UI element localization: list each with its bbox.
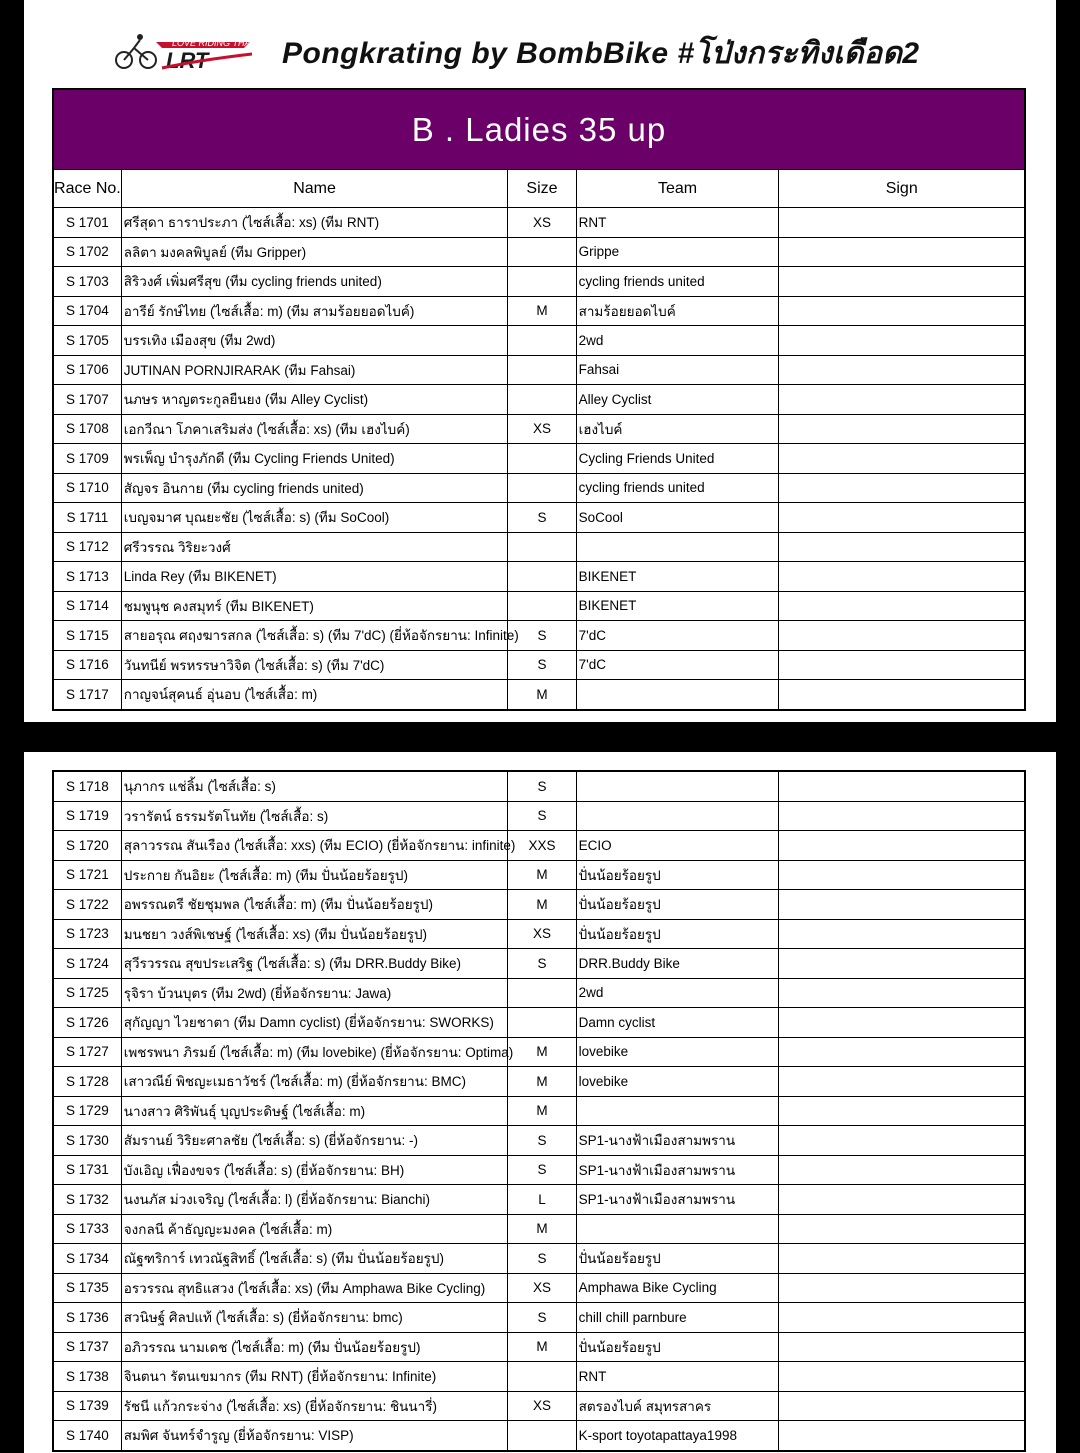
table-row	[53, 1391, 1025, 1421]
race-number: S 1715	[53, 621, 121, 651]
rider-name: JUTINAN PORNJIRARAK (ทีม Fahsai)	[121, 355, 508, 385]
signature-cell	[779, 1155, 1025, 1185]
shirt-size: XS	[508, 1273, 576, 1303]
table-row	[53, 296, 1025, 326]
rider-name: นงนภัส ม่วงเจริญ (ไซส์เสื้อ: l) (ยี่ห้อจักรยาน: Bianchi)	[121, 1185, 508, 1215]
team-name	[576, 1214, 779, 1244]
team-name: 2wd	[576, 978, 779, 1008]
lrt-logo	[110, 30, 278, 73]
table-row	[53, 1185, 1025, 1215]
rider-name: ประกาย กันอิยะ (ไซส์เสื้อ: m) (ทีม ปั่นน้อยร้อยรูป)	[121, 860, 508, 890]
shirt-size: S	[508, 801, 576, 831]
race-number: S 1719	[53, 801, 121, 831]
team-name: Fahsai	[576, 355, 779, 385]
registration-table-2	[52, 770, 1026, 1452]
shirt-size	[508, 355, 576, 385]
registration-table-1	[52, 88, 1026, 711]
document-title: Pongkrating by BombBike #โป่งกระทิงเดือด2	[282, 37, 920, 70]
race-number: S 1720	[53, 831, 121, 861]
race-number: S 1722	[53, 890, 121, 920]
rider-name: สุวีรวรรณ สุขประเสริฐ (ไซส์เสื้อ: s) (ทีม DRR.Buddy Bike)	[121, 949, 508, 979]
race-number: S 1735	[53, 1273, 121, 1303]
rider-name: สุกัญญา ไวยชาตา (ทีม Damn cyclist) (ยี่ห้อจักรยาน: SWORKS)	[121, 1008, 508, 1038]
header-race-no: Race No.	[53, 170, 121, 208]
signature-cell	[779, 1303, 1025, 1333]
shirt-size: XS	[508, 414, 576, 444]
signature-cell	[779, 414, 1025, 444]
rider-name: เสาวณีย์ พิชญะเมธาวัชร์ (ไซส์เสื้อ: m) (ยี่ห้อจักรยาน: BMC)	[121, 1067, 508, 1097]
team-name: ECIO	[576, 831, 779, 861]
race-number: S 1739	[53, 1391, 121, 1421]
team-name: SP1-นางฟ้าเมืองสามพราน	[576, 1126, 779, 1156]
table-row	[53, 1155, 1025, 1185]
signature-cell	[779, 1273, 1025, 1303]
team-name	[576, 532, 779, 562]
team-name: Alley Cyclist	[576, 385, 779, 415]
table-row	[53, 208, 1025, 238]
race-number: S 1705	[53, 326, 121, 356]
table-row	[53, 444, 1025, 474]
team-name: 7'dC	[576, 621, 779, 651]
signature-cell	[779, 532, 1025, 562]
rider-name: สัมรานย์ วิริยะศาลชัย (ไซส์เสื้อ: s) (ยี่ห้อจักรยาน: -)	[121, 1126, 508, 1156]
rider-name: สัญจร อินกาย (ทีม cycling friends united)	[121, 473, 508, 503]
signature-cell	[779, 1421, 1025, 1451]
table-row	[53, 503, 1025, 533]
signature-cell	[779, 1067, 1025, 1097]
shirt-size: L	[508, 1185, 576, 1215]
rider-name: นภษร หาญตระกูลยืนยง (ทีม Alley Cyclist)	[121, 385, 508, 415]
table-row	[53, 771, 1025, 801]
signature-cell	[779, 680, 1025, 710]
race-number: S 1717	[53, 680, 121, 710]
shirt-size	[508, 237, 576, 267]
race-number: S 1734	[53, 1244, 121, 1274]
race-number: S 1714	[53, 591, 121, 621]
signature-cell	[779, 1185, 1025, 1215]
rider-name: อารีย์ รักษ์ไทย (ไซส์เสื้อ: m) (ทีม สามร้อยยอดไบค์)	[121, 296, 508, 326]
race-number: S 1740	[53, 1421, 121, 1451]
rider-name: ลลิตา มงคลพิบูลย์ (ทีม Gripper)	[121, 237, 508, 267]
race-number: S 1703	[53, 267, 121, 297]
shirt-size: M	[508, 890, 576, 920]
signature-cell	[779, 1037, 1025, 1067]
table-row	[53, 1244, 1025, 1274]
signature-cell	[779, 1244, 1025, 1274]
rider-name: เอกวีณา โภคาเสริมส่ง (ไซส์เสื้อ: xs) (ทีม เฮงไบค์)	[121, 414, 508, 444]
team-name	[576, 801, 779, 831]
race-number: S 1737	[53, 1332, 121, 1362]
shirt-size	[508, 591, 576, 621]
table-row	[53, 326, 1025, 356]
signature-cell	[779, 267, 1025, 297]
team-name: 7'dC	[576, 650, 779, 680]
signature-cell	[779, 1008, 1025, 1038]
document-header	[110, 22, 930, 74]
signature-cell	[779, 326, 1025, 356]
race-number: S 1704	[53, 296, 121, 326]
team-name	[576, 680, 779, 710]
team-name: lovebike	[576, 1037, 779, 1067]
race-number: S 1731	[53, 1155, 121, 1185]
rider-name: บังเอิญ เฟื่องขจร (ไซส์เสื้อ: s) (ยี่ห้อจักรยาน: BH)	[121, 1155, 508, 1185]
rider-name: สิริวงศ์ เพิ่มศรีสุข (ทีม cycling friends united)	[121, 267, 508, 297]
table-row	[53, 237, 1025, 267]
team-name: cycling friends united	[576, 473, 779, 503]
table-row	[53, 1421, 1025, 1451]
table-row	[53, 473, 1025, 503]
race-number: S 1730	[53, 1126, 121, 1156]
signature-cell	[779, 919, 1025, 949]
shirt-size: S	[508, 1244, 576, 1274]
signature-cell	[779, 591, 1025, 621]
table-row	[53, 1037, 1025, 1067]
race-number: S 1736	[53, 1303, 121, 1333]
table-row	[53, 1332, 1025, 1362]
rider-name: รุจิรา บ้วนบุตร (ทีม 2wd) (ยี่ห้อจักรยาน: Jawa)	[121, 978, 508, 1008]
table-row	[53, 860, 1025, 890]
shirt-size: M	[508, 1096, 576, 1126]
header-name: Name	[121, 170, 508, 208]
rider-name: สมพิศ จันทร์จำรูญ (ยี่ห้อจักรยาน: VISP)	[121, 1421, 508, 1451]
rider-name: ชมพูนุช คงสมุทร์ (ทีม BIKENET)	[121, 591, 508, 621]
rider-name: นางสาว ศิริพันธุ์ บุญประดิษฐ์ (ไซส์เสื้อ: m)	[121, 1096, 508, 1126]
rider-name: อพรรณตรี ชัยชุมพล (ไซส์เสื้อ: m) (ทีม ปั่นน้อยร้อยรูป)	[121, 890, 508, 920]
race-number: S 1716	[53, 650, 121, 680]
race-number: S 1709	[53, 444, 121, 474]
team-name: Grippe	[576, 237, 779, 267]
table-row	[53, 355, 1025, 385]
table-row	[53, 414, 1025, 444]
rider-name: ศรีสุดา ธาราประภา (ไซส์เสื้อ: xs) (ทีม RNT)	[121, 208, 508, 238]
race-number: S 1723	[53, 919, 121, 949]
rider-name: จินตนา รัตนเขมากร (ทีม RNT) (ยี่ห้อจักรยาน: Infinite)	[121, 1362, 508, 1392]
shirt-size	[508, 978, 576, 1008]
signature-cell	[779, 831, 1025, 861]
table-row	[53, 890, 1025, 920]
signature-cell	[779, 503, 1025, 533]
shirt-size	[508, 385, 576, 415]
table-row	[53, 1126, 1025, 1156]
rider-name: Linda Rey (ทีม BIKENET)	[121, 562, 508, 592]
team-name: ปั่นน้อยร้อยรูป	[576, 860, 779, 890]
signature-cell	[779, 771, 1025, 801]
shirt-size: XS	[508, 919, 576, 949]
signature-cell	[779, 208, 1025, 238]
signature-cell	[779, 1214, 1025, 1244]
shirt-size: S	[508, 1126, 576, 1156]
shirt-size: S	[508, 621, 576, 651]
signature-cell	[779, 801, 1025, 831]
sheet-page-2	[24, 752, 1056, 1453]
race-number: S 1727	[53, 1037, 121, 1067]
table-row	[53, 831, 1025, 861]
race-number: S 1707	[53, 385, 121, 415]
team-name: DRR.Buddy Bike	[576, 949, 779, 979]
team-name: K-sport toyotapattaya1998	[576, 1421, 779, 1451]
rider-name: สวนิษฐ์ ศิลปแท้ (ไซส์เสื้อ: s) (ยี่ห้อจักรยาน: bmc)	[121, 1303, 508, 1333]
team-name: SP1-นางฟ้าเมืองสามพราน	[576, 1155, 779, 1185]
shirt-size: M	[508, 1214, 576, 1244]
table-row	[53, 949, 1025, 979]
signature-cell	[779, 650, 1025, 680]
shirt-size	[508, 1421, 576, 1451]
table-row	[53, 562, 1025, 592]
team-name: chill chill parnbure	[576, 1303, 779, 1333]
table-row	[53, 591, 1025, 621]
race-number: S 1711	[53, 503, 121, 533]
team-name: ปั่นน้อยร้อยรูป	[576, 1244, 779, 1274]
rider-name: อภิวรรณ นามเดช (ไซส์เสื้อ: m) (ทีม ปั่นน้อยร้อยรูป)	[121, 1332, 508, 1362]
rider-name: ณัฐฑริการ์ เทวณัฐสิทธิ์ (ไซส์เสื้อ: s) (ทีม ปั่นน้อยร้อยรูป)	[121, 1244, 508, 1274]
shirt-size	[508, 473, 576, 503]
team-name: BIKENET	[576, 591, 779, 621]
logo-tagline: LOVE RIDING THAILAND	[172, 38, 278, 48]
header-team: Team	[576, 170, 779, 208]
table-row	[53, 267, 1025, 297]
team-name: เฮงไบค์	[576, 414, 779, 444]
shirt-size: S	[508, 771, 576, 801]
team-name: cycling friends united	[576, 267, 779, 297]
team-name: 2wd	[576, 326, 779, 356]
rider-name: สุลาวรรณ สันเรือง (ไซส์เสื้อ: xxs) (ทีม ECIO) (ยี่ห้อจักรยาน: infinite)	[121, 831, 508, 861]
shirt-size	[508, 532, 576, 562]
signature-cell	[779, 860, 1025, 890]
rider-name: กาญจน์สุคนธ์ อุ่นอบ (ไซส์เสื้อ: m)	[121, 680, 508, 710]
race-number: S 1710	[53, 473, 121, 503]
race-number: S 1712	[53, 532, 121, 562]
shirt-size	[508, 444, 576, 474]
team-name: Amphawa Bike Cycling	[576, 1273, 779, 1303]
table-row	[53, 1067, 1025, 1097]
header-sign: Sign	[779, 170, 1025, 208]
shirt-size: M	[508, 296, 576, 326]
table-row	[53, 919, 1025, 949]
shirt-size	[508, 562, 576, 592]
rider-name: รัชนี แก้วกระจ่าง (ไซส์เสื้อ: xs) (ยี่ห้อจักรยาน: ชินนารี่)	[121, 1391, 508, 1421]
table-body-1	[53, 208, 1025, 710]
signature-cell	[779, 1362, 1025, 1392]
race-number: S 1701	[53, 208, 121, 238]
shirt-size: XXS	[508, 831, 576, 861]
team-name: สามร้อยยอดไบค์	[576, 296, 779, 326]
signature-cell	[779, 562, 1025, 592]
column-header-row	[53, 170, 1025, 208]
shirt-size	[508, 267, 576, 297]
race-number: S 1729	[53, 1096, 121, 1126]
shirt-size: M	[508, 680, 576, 710]
rider-name: บรรเทิง เมืองสุข (ทีม 2wd)	[121, 326, 508, 356]
race-number: S 1702	[53, 237, 121, 267]
table-row	[53, 1214, 1025, 1244]
signature-cell	[779, 1332, 1025, 1362]
race-number: S 1713	[53, 562, 121, 592]
team-name: RNT	[576, 208, 779, 238]
shirt-size: S	[508, 1155, 576, 1185]
table-row	[53, 1273, 1025, 1303]
table-row	[53, 385, 1025, 415]
race-number: S 1721	[53, 860, 121, 890]
team-name: SoCool	[576, 503, 779, 533]
race-number: S 1732	[53, 1185, 121, 1215]
signature-cell	[779, 237, 1025, 267]
race-number: S 1718	[53, 771, 121, 801]
rider-name: อรวรรณ สุทธิแสวง (ไซส์เสื้อ: xs) (ทีม Amphawa Bike Cycling)	[121, 1273, 508, 1303]
rider-name: มนชยา วงส์พิเชษฐ์ (ไซส์เสื้อ: xs) (ทีม ปั่นน้อยร้อยรูป)	[121, 919, 508, 949]
signature-cell	[779, 621, 1025, 651]
table-row	[53, 1096, 1025, 1126]
shirt-size: S	[508, 650, 576, 680]
race-number: S 1733	[53, 1214, 121, 1244]
team-name: ปั่นน้อยร้อยรูป	[576, 1332, 779, 1362]
signature-cell	[779, 890, 1025, 920]
team-name	[576, 1096, 779, 1126]
shirt-size	[508, 1008, 576, 1038]
rider-name: วรารัตน์ ธรรมรัตโนทัย (ไซส์เสื้อ: s)	[121, 801, 508, 831]
shirt-size: M	[508, 1037, 576, 1067]
category-title: B . Ladies 35 up	[53, 89, 1025, 170]
team-name: ปั่นน้อยร้อยรูป	[576, 919, 779, 949]
rider-name: นุภากร แช่ลิ้ม (ไซส์เสื้อ: s)	[121, 771, 508, 801]
team-name: SP1-นางฟ้าเมืองสามพราน	[576, 1185, 779, 1215]
team-name: lovebike	[576, 1067, 779, 1097]
team-name: สตรองไบค์ สมุทรสาคร	[576, 1391, 779, 1421]
rider-name: สายอรุณ ศฤงฆารสกล (ไซส์เสื้อ: s) (ทีม 7'dC) (ยี่ห้อจักรยาน: Infinite)	[121, 621, 508, 651]
rider-name: เบญจมาศ บุณยะชัย (ไซส์เสื้อ: s) (ทีม SoCool)	[121, 503, 508, 533]
signature-cell	[779, 1126, 1025, 1156]
table-row	[53, 801, 1025, 831]
shirt-size: M	[508, 1067, 576, 1097]
sheet-page-1	[24, 0, 1056, 722]
shirt-size	[508, 1362, 576, 1392]
shirt-size: XS	[508, 208, 576, 238]
rider-name: พรเพ็ญ บำรุงภักดี (ทีม Cycling Friends United)	[121, 444, 508, 474]
team-name: Cycling Friends United	[576, 444, 779, 474]
signature-cell	[779, 296, 1025, 326]
shirt-size	[508, 326, 576, 356]
shirt-size: M	[508, 860, 576, 890]
table-row	[53, 1008, 1025, 1038]
race-number: S 1726	[53, 1008, 121, 1038]
shirt-size: S	[508, 949, 576, 979]
rider-name: จงกลนี ค้าธัญญะมงคล (ไซส์เสื้อ: m)	[121, 1214, 508, 1244]
signature-cell	[779, 444, 1025, 474]
category-banner	[53, 89, 1025, 170]
rider-name: เพชรพนา ภิรมย์ (ไซส์เสื้อ: m) (ทีม lovebike) (ยี่ห้อจักรยาน: Optima)	[121, 1037, 508, 1067]
race-number: S 1724	[53, 949, 121, 979]
table-row	[53, 650, 1025, 680]
table-row	[53, 978, 1025, 1008]
table-row	[53, 680, 1025, 710]
shirt-size: M	[508, 1332, 576, 1362]
table-row	[53, 621, 1025, 651]
table-body-2	[53, 771, 1025, 1451]
logo-mark: LRT	[166, 48, 209, 73]
signature-cell	[779, 385, 1025, 415]
signature-cell	[779, 355, 1025, 385]
race-number: S 1738	[53, 1362, 121, 1392]
team-name: RNT	[576, 1362, 779, 1392]
race-number: S 1728	[53, 1067, 121, 1097]
table-row	[53, 532, 1025, 562]
signature-cell	[779, 473, 1025, 503]
table-row	[53, 1362, 1025, 1392]
team-name: BIKENET	[576, 562, 779, 592]
signature-cell	[779, 949, 1025, 979]
rider-name: ศรีวรรณ วิริยะวงศ์	[121, 532, 508, 562]
team-name: ปั่นน้อยร้อยรูป	[576, 890, 779, 920]
race-number: S 1708	[53, 414, 121, 444]
rider-name: วันทนีย์ พรหรรษาวิจิต (ไซส์เสื้อ: s) (ทีม 7'dC)	[121, 650, 508, 680]
signature-cell	[779, 1096, 1025, 1126]
team-name	[576, 771, 779, 801]
race-number: S 1725	[53, 978, 121, 1008]
team-name: Damn cyclist	[576, 1008, 779, 1038]
shirt-size: XS	[508, 1391, 576, 1421]
signature-cell	[779, 1391, 1025, 1421]
shirt-size: S	[508, 503, 576, 533]
shirt-size: S	[508, 1303, 576, 1333]
table-row	[53, 1303, 1025, 1333]
signature-cell	[779, 978, 1025, 1008]
race-number: S 1706	[53, 355, 121, 385]
header-size: Size	[508, 170, 576, 208]
